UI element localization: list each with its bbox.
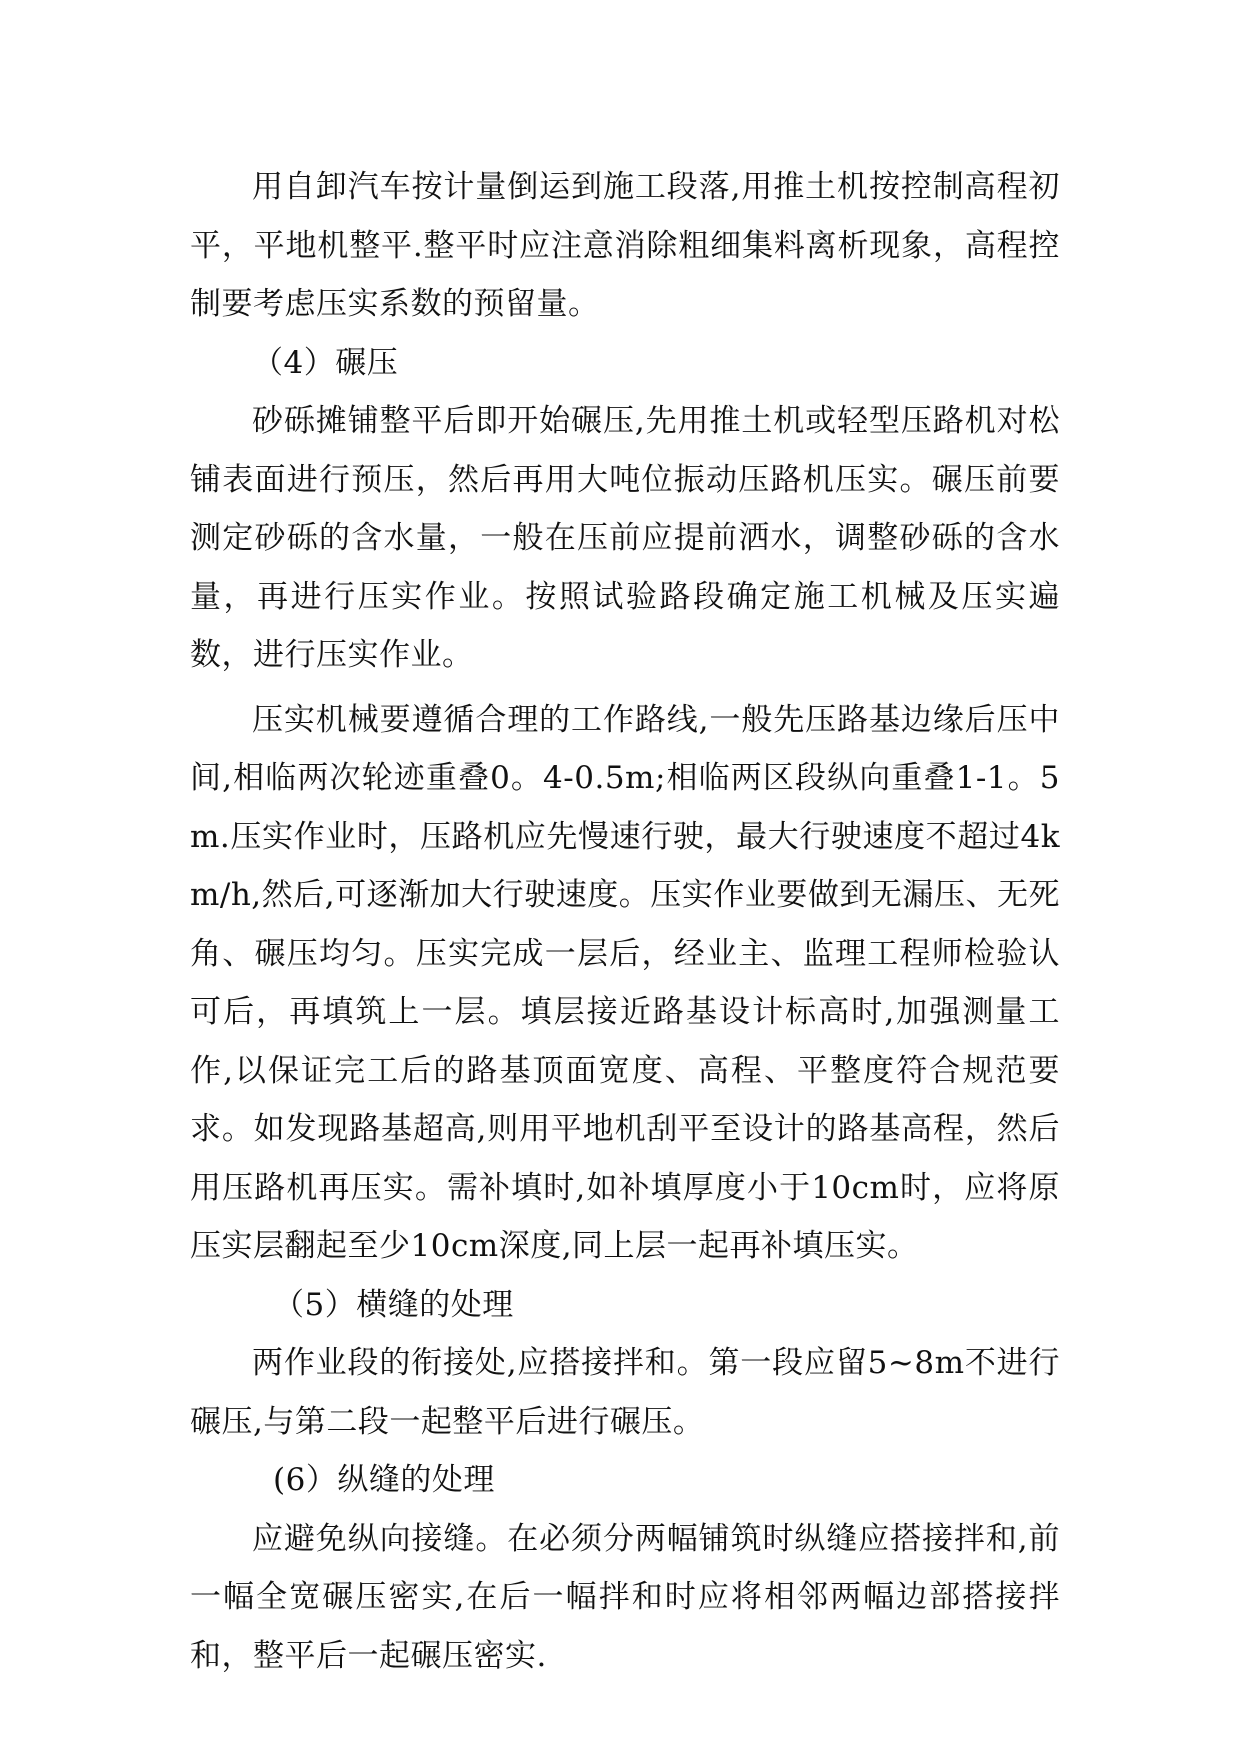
heading-compaction: （4）碾压 [252,344,399,381]
document-body [190,158,1060,1685]
paragraph-compaction-start: 砂砾摊铺整平后即开始碾压,先用推土机或轻型压路机对松铺表面进行预压，然后再用大吨位振动压路机压实。碾压前要测定砂砾的含水量，一般在压前应提前洒水，调整砂砾的含水量，再进行压实作业。按照试验路段确定施工机械及压实遍数，进行压实作业。 [190,403,1060,673]
heading-longitudinal-joint: (6）纵缝的处理 [273,1462,495,1498]
paragraph-spreading: 用自卸汽车按计量倒运到施工段落,用推土机按控制高程初平，平地机整平.整平时应注意消除粗细集料离析现象，高程控制要考虑压实系数的预留量。 [190,169,1060,322]
paragraph-compaction-route: 压实机械要遵循合理的工作路线,一般先压路基边缘后压中间,相临两次轮迹重叠0。4-0.5m;相临两区段纵向重叠1-1。5m.压实作业时，压路机应先慢速行驶，最大行驶速度不超过4km/h,然后,可逐渐加大行驶速度。压实作业要做到无漏压、无死角、碾压均匀。压实完成一层后，经业主、监理工程师检验认可后，再填筑上一层。填层接近路基设计标高时,加强测量工作,以保证完工后的路基顶面宽度、高程、平整度符合规范要求。如发现路基超高,则用平地机刮平至设计的路基高程，然后用压路机再压实。需补填时,如补填厚度小于10cm时，应将原压实层翻起至少10cm深度,同上层一起再补填压实。 [190,701,1060,1264]
paragraph-transverse-joint: 两作业段的衔接处,应搭接拌和。第一段应留5~8m不进行碾压,与第二段一起整平后进行碾压。 [190,1345,1060,1440]
heading-transverse-joint: （5）横缝的处理 [273,1286,514,1323]
paragraph-longitudinal-joint: 应避免纵向接缝。在必须分两幅铺筑时纵缝应搭接拌和,前一幅全宽碾压密实,在后一幅拌和时应将相邻两幅边部搭接拌和，整平后一起碾压密实. [190,1520,1060,1674]
